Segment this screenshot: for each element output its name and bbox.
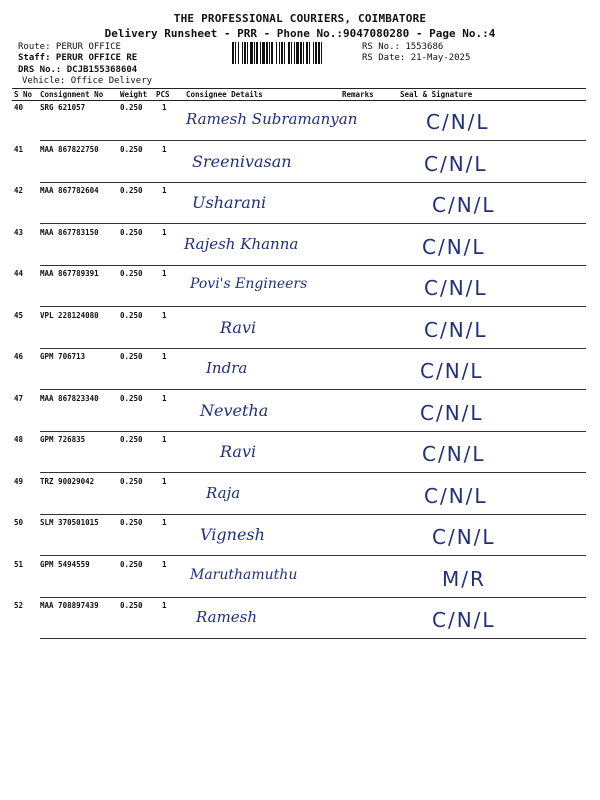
row-consignment: MAA 867782604 <box>40 186 99 195</box>
row-seal-signature: C/N/L <box>424 483 488 508</box>
table-row <box>12 100 586 141</box>
row-consignee: Raja <box>206 483 241 502</box>
row-consignment: GPM 5494559 <box>40 559 90 569</box>
row-pcs: 1 <box>162 310 167 320</box>
row-pcs: 1 <box>162 144 167 154</box>
col-sno: S No <box>14 90 33 99</box>
table-row <box>12 142 586 183</box>
table-row <box>12 349 586 390</box>
row-consignee: Vignesh <box>200 525 265 544</box>
row-seal-signature: C/N/L <box>424 276 488 300</box>
row-consignment: MAA 867823340 <box>40 393 99 403</box>
row-consignment: TRZ 90029042 <box>40 476 95 486</box>
drs-number: DRS No.: DCJB15536860​4 <box>18 65 138 75</box>
table-row <box>12 515 586 556</box>
row-seal-signature: C/N/L <box>420 400 484 425</box>
row-sno: 50 <box>14 518 24 527</box>
row-weight: 0.250 <box>120 435 143 444</box>
staff-label: Staff: PERUR OFFICE RE <box>18 53 138 63</box>
page-subtitle: Delivery Runsheet - PRR - Phone No.:9047080280 - Page No.:4 <box>104 27 496 40</box>
row-weight: 0.250 <box>120 310 143 320</box>
col-consignee: Consignee Details <box>186 90 263 99</box>
row-seal-signature: C/N/L <box>432 608 496 632</box>
row-consignment: MAA 708897439 <box>40 601 99 610</box>
row-weight: 0.250 <box>120 227 143 237</box>
row-consignee: Ramesh Subramanyan <box>186 110 358 128</box>
row-consignee: Nevetha <box>200 400 269 420</box>
row-sno: 47 <box>14 393 24 403</box>
table-row <box>12 598 586 639</box>
col-weight: Weight <box>120 90 148 99</box>
table-row <box>12 391 586 432</box>
rs-number: RS No.: 1553686 <box>362 42 444 52</box>
row-sno: 49 <box>14 476 24 486</box>
row-seal-signature: C/N/L <box>426 110 490 134</box>
row-seal-signature: C/N/L <box>432 525 496 549</box>
page-title: THE PROFESSIONAL COURIERS, COIMBATORE <box>173 12 427 25</box>
row-pcs: 1 <box>162 393 167 403</box>
table-row <box>12 308 586 349</box>
row-consignment: MAA 867822750 <box>40 144 99 154</box>
row-sno: 43 <box>14 227 24 237</box>
col-remarks: Remarks <box>342 90 374 99</box>
row-seal-signature: C/N/L <box>432 193 496 217</box>
row-seal-signature: C/N/L <box>422 442 486 466</box>
row-consignee: Ravi <box>220 442 257 461</box>
row-consignment: MAA 867789391 <box>40 269 99 278</box>
row-weight: 0.250 <box>120 476 143 486</box>
row-sno: 44 <box>14 269 24 278</box>
barcode-image <box>232 42 352 64</box>
route-label: Route: PERUR OFFICE <box>18 42 121 52</box>
col-pcs: PCS <box>156 90 170 99</box>
row-pcs: 1 <box>162 352 167 361</box>
row-consignment: GPM 726835 <box>40 435 86 444</box>
row-weight: 0.250 <box>120 103 143 112</box>
row-seal-signature: C/N/L <box>420 359 484 383</box>
row-sno: 45 <box>14 310 24 320</box>
row-seal-signature: M/R <box>442 566 486 591</box>
row-pcs: 1 <box>162 559 167 569</box>
table-row <box>12 557 586 598</box>
row-pcs: 1 <box>162 227 167 237</box>
row-consignee: Sreenivasan <box>192 151 292 171</box>
row-consignment: VPL 228124080 <box>40 310 99 320</box>
row-sno: 52 <box>14 601 24 610</box>
row-pcs: 1 <box>162 476 167 486</box>
row-divider <box>40 638 586 639</box>
row-consignee: Usharani <box>192 193 267 212</box>
table-row <box>12 225 586 266</box>
row-sno: 51 <box>14 559 24 569</box>
row-sno: 48 <box>14 435 24 444</box>
row-consignee: Maruthamuthu <box>190 566 298 583</box>
row-sno: 42 <box>14 186 24 195</box>
row-consignee: Ramesh <box>196 608 258 626</box>
col-seal: Seal & Signature <box>400 90 473 99</box>
row-seal-signature: C/N/L <box>422 234 486 259</box>
row-consignee: Povi's Engineers <box>190 276 308 292</box>
col-consignment: Consignment No <box>40 90 104 99</box>
row-consignee: Indra <box>206 359 248 377</box>
table-row <box>12 474 586 515</box>
row-consignment: SLM 370501015 <box>40 518 99 527</box>
row-sno: 46 <box>14 352 24 361</box>
table-row <box>12 432 586 473</box>
row-pcs: 1 <box>162 186 167 195</box>
row-seal-signature: C/N/L <box>424 317 488 342</box>
row-weight: 0.250 <box>120 269 143 278</box>
row-pcs: 1 <box>162 518 167 527</box>
row-sno: 41 <box>14 144 24 154</box>
row-consignment: GPM 706713 <box>40 352 86 361</box>
row-consignee: Rajesh Khanna <box>184 234 299 253</box>
row-sno: 40 <box>14 103 24 112</box>
row-weight: 0.250 <box>120 144 143 154</box>
row-weight: 0.250 <box>120 352 143 361</box>
row-weight: 0.250 <box>120 601 143 610</box>
table-row <box>12 183 586 224</box>
row-pcs: 1 <box>162 103 167 112</box>
row-consignee: Ravi <box>220 317 257 337</box>
row-weight: 0.250 <box>120 186 143 195</box>
row-pcs: 1 <box>162 435 167 444</box>
row-weight: 0.250 <box>120 559 143 569</box>
row-seal-signature: C/N/L <box>424 151 488 176</box>
rs-date: RS Date: 21-May-2025 <box>362 53 471 63</box>
row-weight: 0.250 <box>120 518 143 527</box>
row-weight: 0.250 <box>120 393 143 403</box>
row-consignment: MAA 867783150 <box>40 227 99 237</box>
row-pcs: 1 <box>162 269 167 278</box>
row-pcs: 1 <box>162 601 167 610</box>
vehicle-label: Vehicle: Office Delivery <box>22 76 153 86</box>
row-consignment: SRG 621057 <box>40 103 86 112</box>
table-row <box>12 266 586 307</box>
